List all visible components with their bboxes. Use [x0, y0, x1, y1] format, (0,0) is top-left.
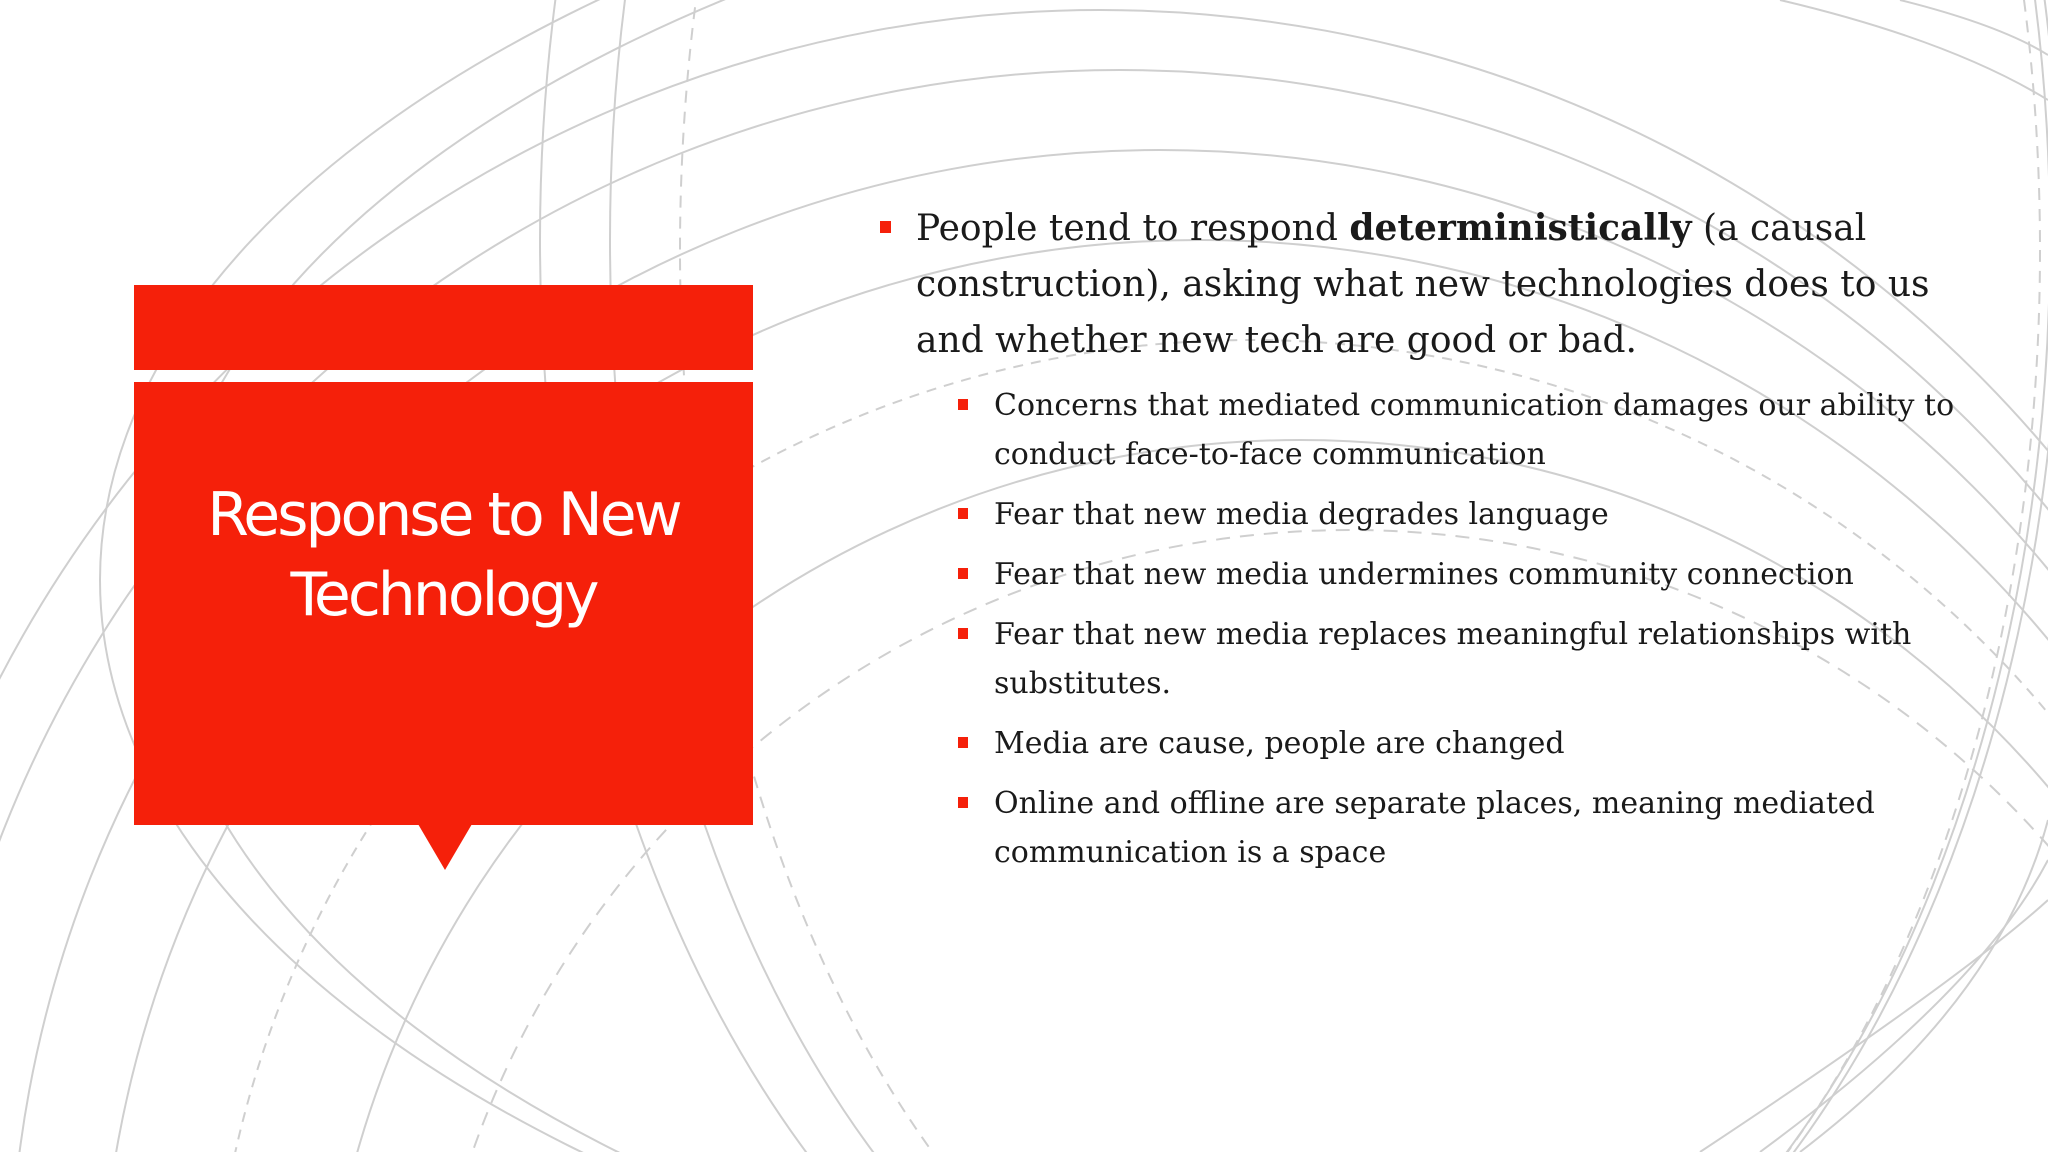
- sub-bullet: [958, 550, 1994, 599]
- square-bullet-icon: [958, 797, 968, 808]
- sub-bullet-text: Fear that new media undermines community connection: [994, 557, 1854, 592]
- square-bullet-icon: [958, 737, 968, 748]
- title-callout-pointer: [418, 824, 472, 870]
- slide-title: Response to New Technology: [207, 480, 680, 630]
- sub-bullet-text: Concerns that mediated communication damages our ability to conduct face-to-face communication: [994, 388, 1955, 472]
- sub-bullet: [958, 719, 1994, 768]
- sub-bullet: [958, 779, 1994, 877]
- sub-bullet: [958, 610, 1994, 708]
- main-bullet-text-after: (a causal construction), asking what new technologies does to us and whether new tech are good or bad.: [916, 208, 1930, 361]
- sub-bullet: [958, 490, 1994, 539]
- sub-bullet-text: Online and offline are separate places, meaning mediated communication is a space: [994, 786, 1875, 870]
- sub-bullet-list: [958, 381, 2010, 877]
- square-bullet-icon: [880, 221, 891, 233]
- sub-bullet-text: Media are cause, people are changed: [994, 726, 1565, 761]
- square-bullet-icon: [958, 568, 968, 579]
- sub-bullet-text: Fear that new media degrades language: [994, 497, 1609, 532]
- main-bullet: [880, 200, 1936, 369]
- square-bullet-icon: [958, 399, 968, 410]
- square-bullet-icon: [958, 508, 968, 519]
- sub-bullet-text: Fear that new media replaces meaningful relationships with substitutes.: [994, 617, 1912, 701]
- bullet-content: [880, 200, 2010, 888]
- main-bullet-text-before: People tend to respond: [916, 208, 1350, 249]
- main-bullet-emphasis: deterministically: [1349, 207, 1692, 249]
- square-bullet-icon: [958, 628, 968, 639]
- title-accent-bar: [134, 285, 753, 370]
- sub-bullet: [958, 381, 1994, 479]
